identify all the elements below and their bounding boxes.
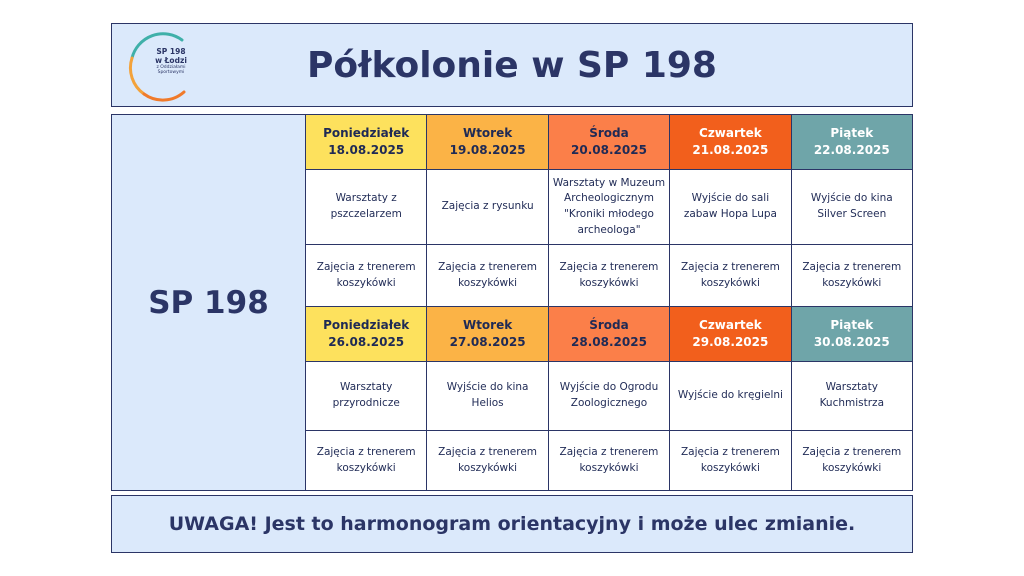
logo-line-3b: Sportowymi [157, 70, 185, 76]
activity-text: koszykówki [822, 461, 882, 474]
activity-cell [305, 245, 426, 307]
activity-cell [305, 362, 426, 431]
activity-text: Silver Screen [817, 208, 887, 220]
activity-text: Kuchmistrza [819, 397, 885, 409]
activity-cell [669, 245, 790, 307]
activity-text: Zajęcia z trenerem [802, 445, 902, 458]
notice-banner: UWAGA! Jest to harmonogram orientacyjny i może ulec zmianie. [111, 495, 913, 553]
day-header [669, 307, 790, 362]
day-header [305, 115, 426, 170]
page-title: Półkolonie w SP 198 [307, 44, 717, 86]
activity-text: Wyjście do kręgielni [677, 389, 783, 402]
day-date: 20.08.2025 [571, 143, 647, 157]
activity-cell [548, 362, 669, 431]
activity-cell [791, 245, 912, 307]
activity-text: "Kroniki młodego [564, 208, 654, 220]
activity-text: Zajęcia z rysunku [441, 200, 534, 213]
activity-text: Zajęcia z trenerem [316, 260, 416, 273]
activity-text: Wyjście do sali [691, 192, 770, 205]
activity-text: Warsztaty [825, 381, 878, 394]
day-name: Poniedziałek [323, 126, 410, 141]
day-date: 18.08.2025 [328, 143, 405, 157]
day-name: Wtorek [462, 126, 513, 141]
activity-cell [548, 245, 669, 307]
day-header [791, 307, 912, 362]
activity-text: archeologa" [577, 223, 641, 236]
header-panel [111, 23, 913, 107]
activity-text: Helios [471, 397, 504, 409]
activity-text: Zajęcia z trenerem [680, 445, 780, 458]
activity-text: zabaw Hopa Lupa [683, 208, 777, 220]
activity-text: Wyjście do kina [810, 192, 893, 205]
day-date: 30.08.2025 [813, 335, 890, 349]
activity-text: Zajęcia z trenerem [316, 445, 416, 458]
activity-cell [548, 431, 669, 490]
activity-text: koszykówki [579, 276, 639, 289]
day-header [548, 115, 669, 170]
activity-text: Zajęcia z trenerem [680, 260, 780, 273]
activity-text: Warsztaty w Muzeum [552, 176, 666, 189]
day-header [305, 307, 426, 362]
activity-text: pszczelarzem [330, 208, 402, 220]
day-date: 19.08.2025 [449, 143, 526, 157]
day-header [426, 115, 547, 170]
activity-cell [669, 362, 790, 431]
activity-text: Zoologicznego [570, 397, 648, 409]
day-name: Środa [589, 318, 629, 333]
day-name: Wtorek [462, 318, 513, 333]
day-name: Piątek [830, 126, 874, 141]
activity-cell [305, 431, 426, 490]
activity-text: koszykówki [822, 276, 882, 289]
logo-line-3a: z Oddziałami [156, 65, 186, 71]
activity-cell [791, 362, 912, 431]
day-header [426, 307, 547, 362]
day-header [791, 115, 912, 170]
schedule-grid [305, 115, 912, 490]
activity-cell [426, 170, 547, 245]
day-header [548, 307, 669, 362]
activity-cell [669, 170, 790, 245]
activity-text: Warsztaty z [335, 192, 397, 205]
activity-cell [548, 170, 669, 245]
day-date: 27.08.2025 [449, 335, 526, 349]
day-date: 26.08.2025 [328, 335, 405, 349]
activity-text: Zajęcia z trenerem [438, 445, 538, 458]
school-label: SP 198 [148, 284, 269, 321]
activity-text: koszykówki [458, 276, 518, 289]
activity-text: Zajęcia z trenerem [559, 260, 659, 273]
activity-text: koszykówki [700, 461, 760, 474]
day-name: Czwartek [699, 126, 762, 141]
day-header [669, 115, 790, 170]
activity-text: koszykówki [579, 461, 639, 474]
day-name: Piątek [830, 318, 874, 333]
activity-cell [305, 170, 426, 245]
activity-cell [426, 245, 547, 307]
day-date: 29.08.2025 [692, 335, 769, 349]
logo-line-1: SP 198 [156, 47, 186, 56]
activity-text: koszykówki [700, 276, 760, 289]
logo-line-2: w Łodzi [155, 55, 187, 65]
day-name: Środa [589, 126, 629, 141]
activity-text: koszykówki [458, 461, 518, 474]
activity-text: koszykówki [336, 461, 396, 474]
activity-text: Zajęcia z trenerem [802, 260, 902, 273]
activity-text: Wyjście do kina [446, 381, 529, 394]
activity-cell [426, 431, 547, 490]
activity-text: Wyjście do Ogrodu [559, 381, 659, 394]
activity-cell [791, 170, 912, 245]
day-date: 21.08.2025 [692, 143, 769, 157]
activity-cell [669, 431, 790, 490]
activity-text: Zajęcia z trenerem [559, 445, 659, 458]
activity-text: Archeologicznym [564, 192, 654, 205]
activity-cell [791, 431, 912, 490]
day-date: 28.08.2025 [571, 335, 647, 349]
activity-text: Warsztaty [340, 381, 393, 394]
day-name: Poniedziałek [323, 318, 410, 333]
schedule-panel [111, 114, 913, 491]
activity-cell [426, 362, 547, 431]
activity-text: przyrodnicze [332, 397, 400, 409]
day-date: 22.08.2025 [813, 143, 890, 157]
activity-text: Zajęcia z trenerem [438, 260, 538, 273]
activity-text: koszykówki [336, 276, 396, 289]
day-name: Czwartek [699, 318, 762, 333]
